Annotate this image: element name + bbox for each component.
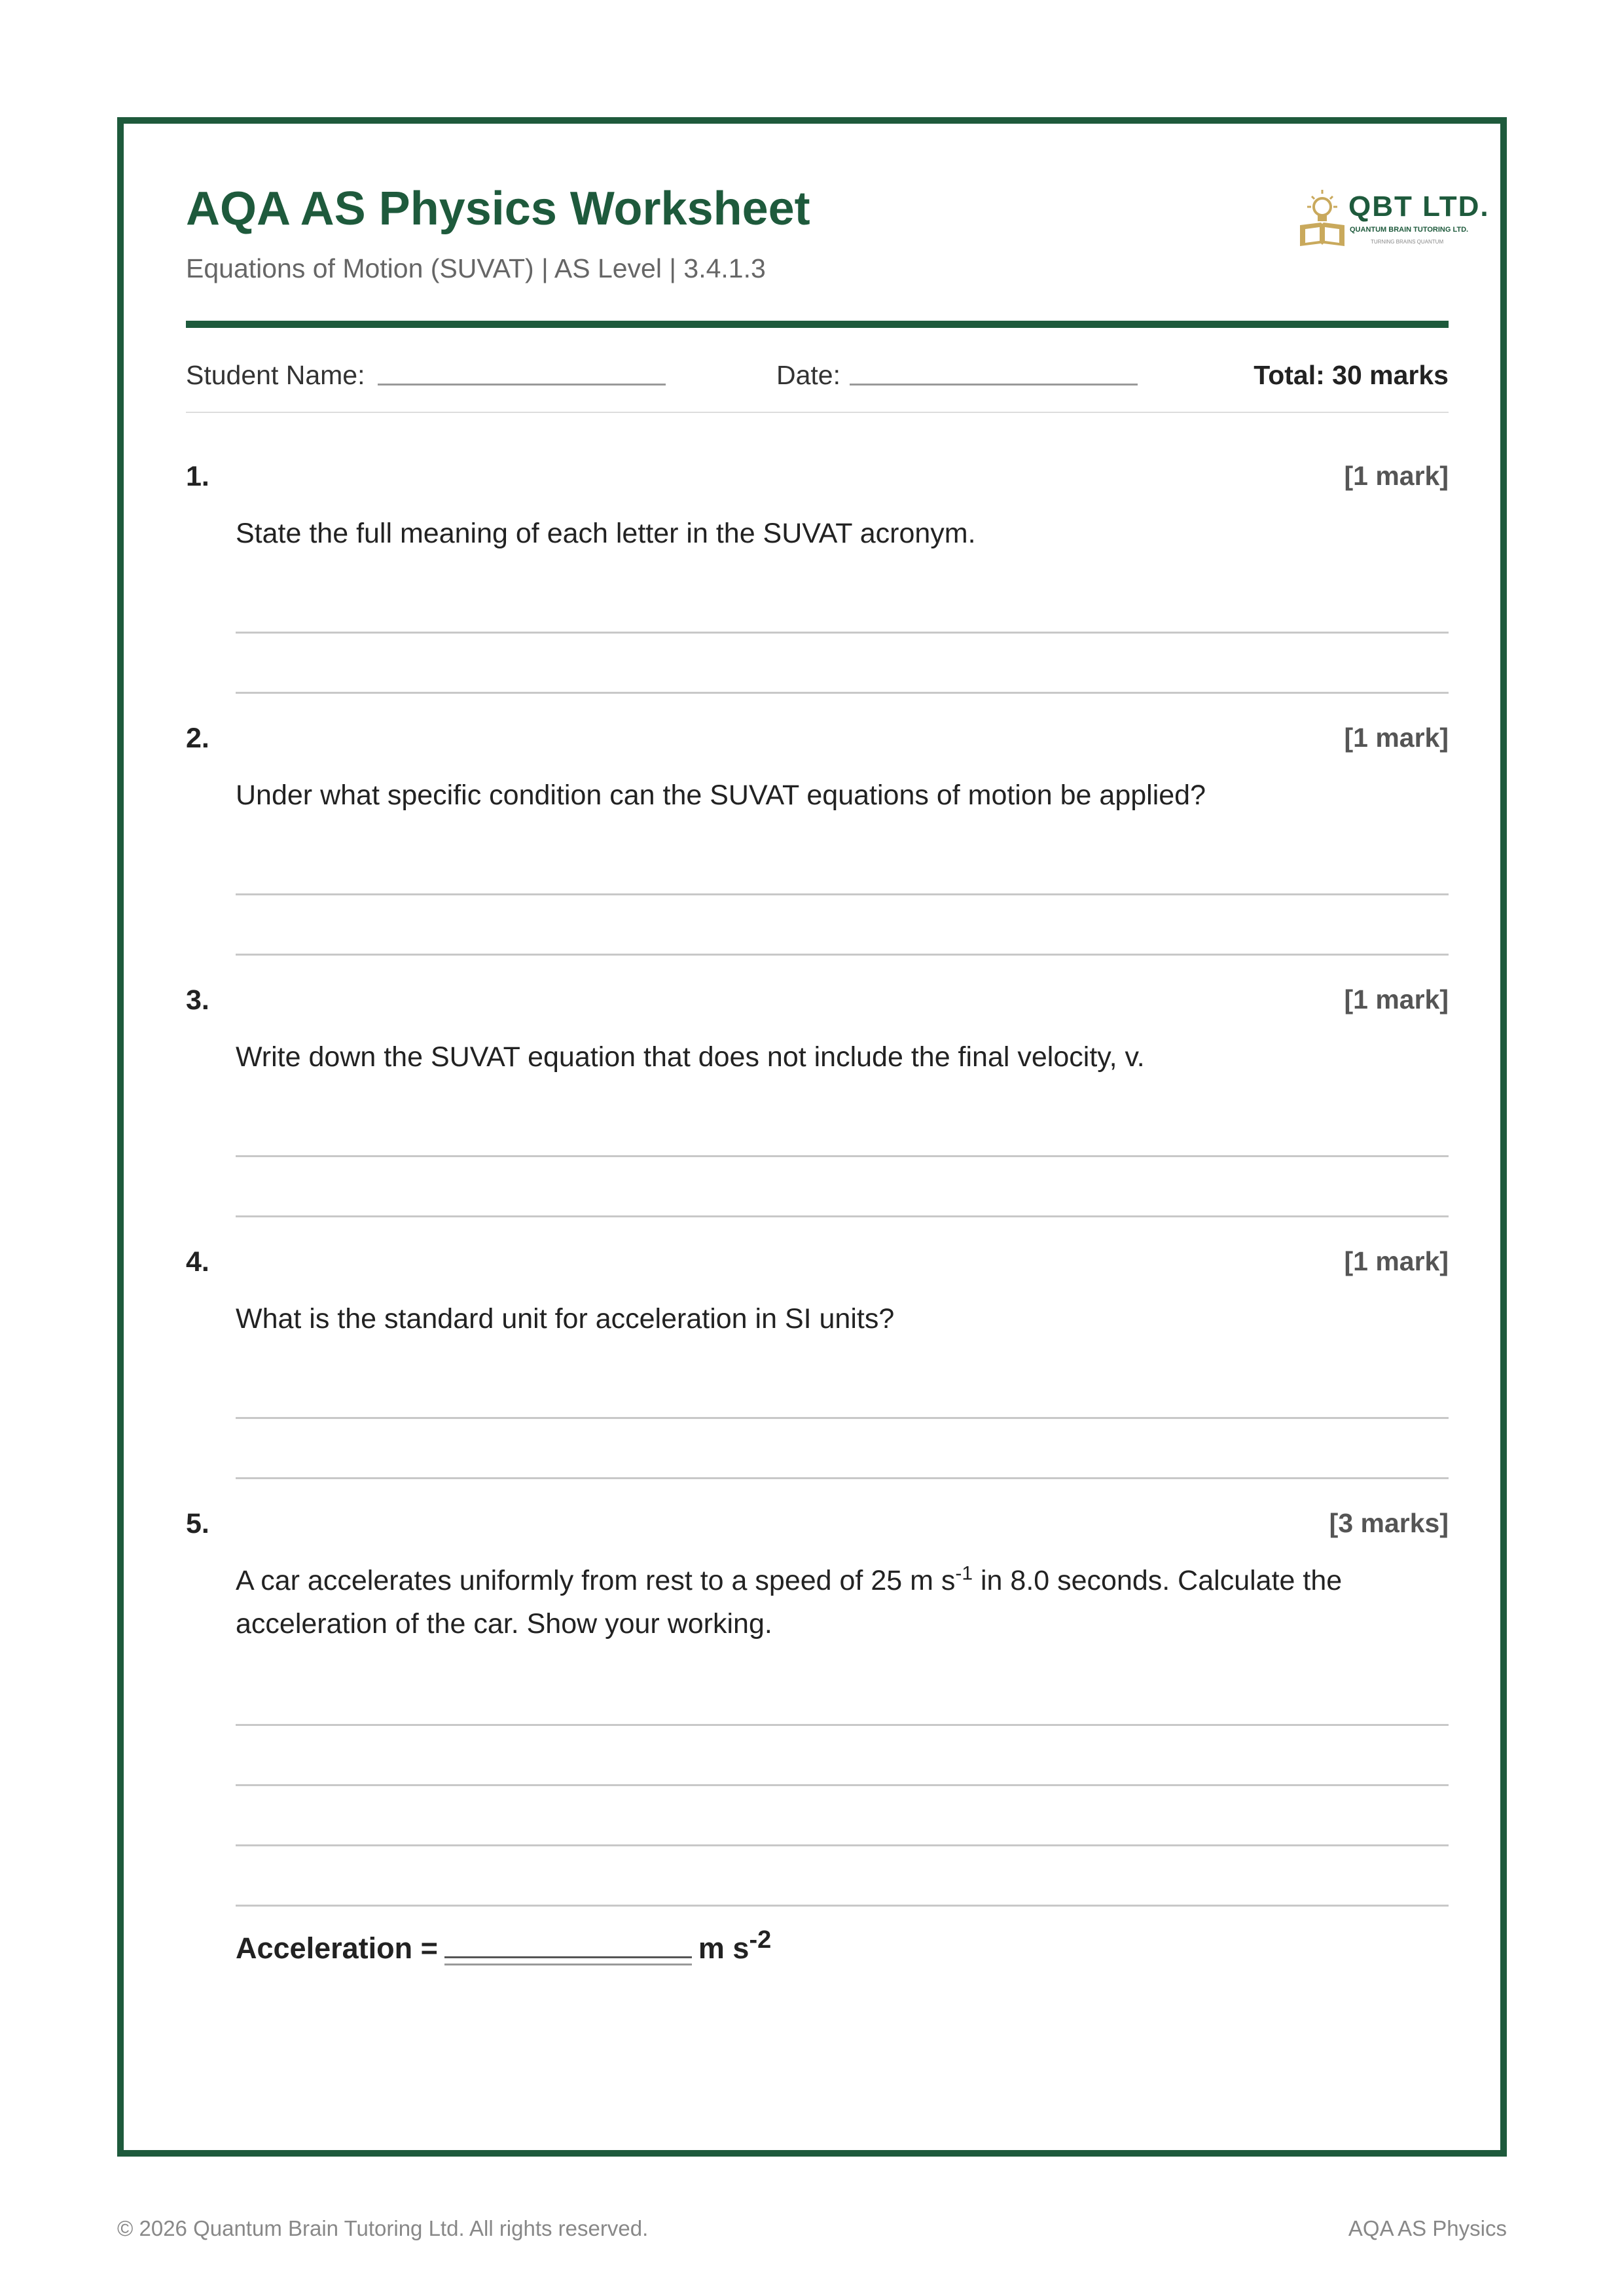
final-answer-row xyxy=(236,1928,771,1965)
total-marks: Total: 30 marks xyxy=(1254,360,1449,390)
final-answer-unit-exponent: -2 xyxy=(749,1926,772,1954)
logo-name: QBT LTD. xyxy=(1348,190,1490,223)
header-divider xyxy=(186,321,1449,328)
logo-tagline: QUANTUM BRAIN TUTORING LTD. xyxy=(1350,226,1469,234)
question-text-part: A car accelerates uniformly from rest to a speed of 25 m s xyxy=(236,1565,956,1596)
lightbulb-icon xyxy=(1314,198,1331,215)
question-number: 2. xyxy=(186,723,209,754)
answer-line[interactable] xyxy=(236,692,1449,694)
date-field[interactable] xyxy=(850,384,1138,386)
final-answer-label: Acceleration = xyxy=(236,1931,438,1965)
question-2 xyxy=(186,723,1449,958)
question-number: 5. xyxy=(186,1508,209,1539)
answer-line[interactable] xyxy=(236,954,1449,956)
student-info-row xyxy=(186,360,1449,399)
info-divider xyxy=(186,412,1449,413)
question-number: 4. xyxy=(186,1246,209,1278)
question-4 xyxy=(186,1246,1449,1482)
final-answer-unit: m s xyxy=(698,1931,749,1965)
question-marks: [1 mark] xyxy=(1344,461,1449,491)
answer-line[interactable] xyxy=(236,1905,1449,1907)
question-text: State the full meaning of each letter in the SUVAT acronym. xyxy=(236,518,976,549)
question-text-part: in 8.0 seconds. Calculate the acceleration of the car. Show your working. xyxy=(236,1565,1343,1640)
question-marks: [1 mark] xyxy=(1344,984,1449,1014)
date-label: Date: xyxy=(776,360,840,390)
footer-copyright: © 2026 Quantum Brain Tutoring Ltd. All rights reserved. xyxy=(117,2216,649,2240)
final-answer-field[interactable] xyxy=(444,1928,692,1958)
question-marks: [3 marks] xyxy=(1329,1508,1449,1538)
answer-line[interactable] xyxy=(236,893,1449,895)
question-marks: [1 mark] xyxy=(1344,723,1449,753)
student-name-field[interactable] xyxy=(378,384,666,386)
question-5 xyxy=(186,1508,1449,1914)
answer-line[interactable] xyxy=(236,1155,1449,1157)
answer-line[interactable] xyxy=(236,1215,1449,1217)
question-text xyxy=(236,1559,1449,1645)
student-name-label: Student Name: xyxy=(186,360,365,390)
question-text: Write down the SUVAT equation that does not include the final velocity, v. xyxy=(236,1041,1145,1073)
question-1 xyxy=(186,461,1449,696)
answer-line[interactable] xyxy=(236,632,1449,634)
logo-slogan: TURNING BRAINS QUANTUM xyxy=(1371,239,1444,245)
question-number: 1. xyxy=(186,461,209,492)
page-title: AQA AS Physics Worksheet xyxy=(186,183,810,235)
question-number: 3. xyxy=(186,984,209,1016)
footer-course: AQA AS Physics xyxy=(1348,2216,1507,2240)
question-marks: [1 mark] xyxy=(1344,1246,1449,1276)
unit-exponent: -1 xyxy=(955,1562,973,1585)
page-subtitle: Equations of Motion (SUVAT) | AS Level | 3.4.1.3 xyxy=(186,253,766,283)
company-logo xyxy=(1297,183,1490,255)
question-text: Under what specific condition can the SUVAT equations of motion be applied? xyxy=(236,780,1206,811)
answer-line[interactable] xyxy=(236,1724,1449,1726)
question-3 xyxy=(186,984,1449,1220)
answer-line[interactable] xyxy=(236,1784,1449,1786)
answer-line[interactable] xyxy=(236,1477,1449,1479)
answer-line[interactable] xyxy=(236,1417,1449,1419)
answer-line[interactable] xyxy=(236,1844,1449,1846)
question-text: What is the standard unit for acceleration in SI units? xyxy=(236,1303,895,1335)
